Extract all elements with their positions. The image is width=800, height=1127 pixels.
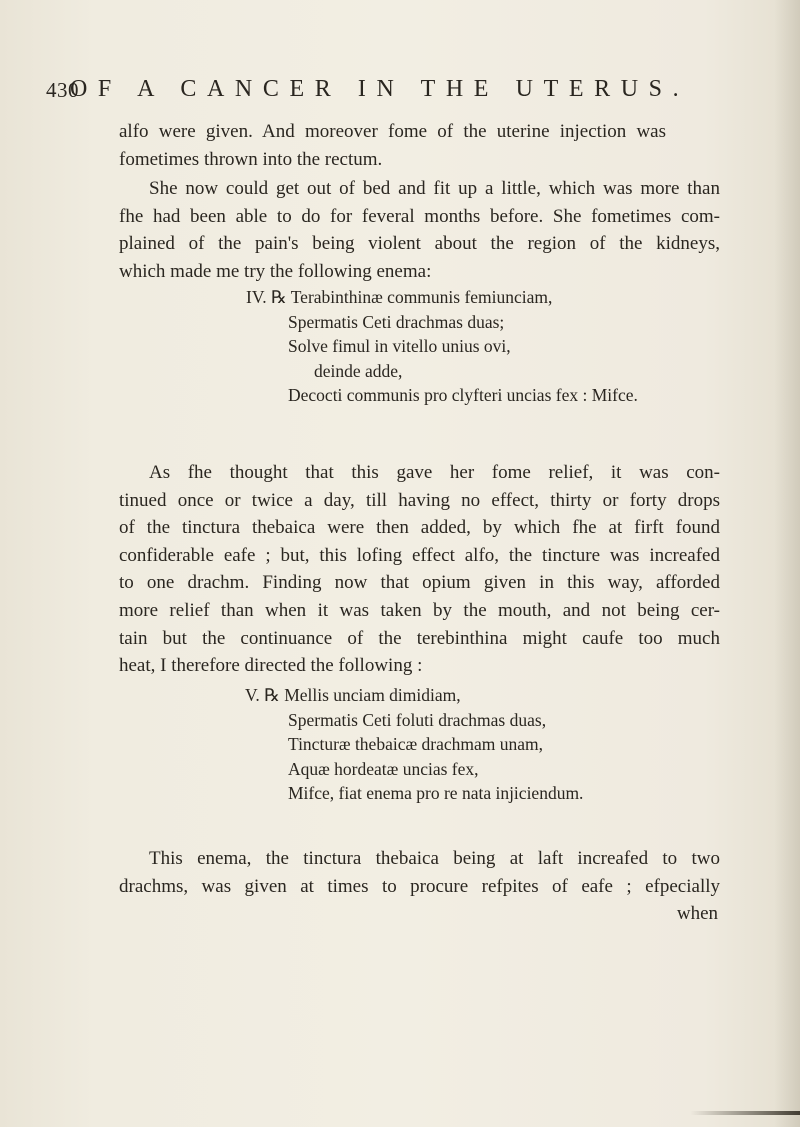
- page-header: [46, 76, 746, 110]
- text-line: drachms, was given at times to procure refpites of eafe ; efpecially: [119, 875, 720, 897]
- recipe-line: Mifce, fiat enema pro re nata injiciendum.: [288, 783, 584, 804]
- text-line: alfo were given. And moreover fome of the uterine injection was: [119, 121, 666, 142]
- text-line: As fhe thought that this gave her fome relief, it was con-: [149, 462, 720, 483]
- recipe-line: Solve fimul in vitello unius ovi,: [288, 336, 511, 357]
- recipe-line: Spermatis Ceti drachmas duas;: [288, 311, 505, 332]
- paragraph-3: [119, 459, 720, 680]
- text-line: This enema, the tinctura thebaica being at laft increafed to two: [149, 848, 720, 869]
- text-line: to one drachm. Finding now that opium given in this way, afforded: [119, 572, 720, 594]
- text-line: She now could get out of bed and fit up a little, which was more than: [149, 178, 720, 199]
- paragraph-1: [119, 118, 666, 173]
- paragraph-2: [119, 175, 720, 285]
- recipe-line: Decocti communis pro clyfteri uncias fex : Mifce.: [288, 385, 638, 406]
- recipe-line: deinde adde,: [314, 360, 403, 381]
- paragraph-4: [119, 845, 720, 928]
- text-line: of the tinctura thebaica were then added, by which fhe at firft found: [119, 517, 720, 539]
- text-line: fhe had been able to do for feveral months before. She fometimes com-: [119, 205, 720, 227]
- catchword: when: [676, 903, 718, 925]
- page-bottom-edge: [690, 1111, 800, 1115]
- recipe-v: [245, 683, 583, 806]
- running-head: OF A CANCER IN THE UTERUS.: [70, 76, 690, 102]
- text-line: heat, I therefore directed the following :: [119, 655, 423, 677]
- text-line: confiderable eafe ; but, this lofing effect alfo, the tincture was increafed: [119, 544, 720, 566]
- text-line: tinued once or twice a day, till having no effect, thirty or forty drops: [119, 489, 720, 511]
- recipe-iv: [246, 285, 638, 408]
- text-line: tain but the continuance of the terebinthina might caufe too much: [119, 627, 720, 649]
- recipe-line: Tincturæ thebaicæ drachmam unam,: [288, 734, 543, 755]
- page-number: 430: [46, 78, 79, 102]
- page-edge-shadow: [774, 0, 800, 1127]
- text-line: plained of the pain's being violent about the region of the kidneys,: [119, 233, 720, 255]
- recipe-line: Spermatis Ceti foluti drachmas duas,: [288, 709, 547, 730]
- recipe-line: V. ℞ Mellis unciam dimidiam,: [245, 685, 461, 705]
- recipe-line: IV. ℞ Terabinthinæ communis femiunciam,: [246, 287, 553, 307]
- text-line: which made me try the following enema:: [119, 260, 432, 282]
- recipe-line: Aquæ hordeatæ uncias fex,: [288, 758, 479, 779]
- text-line: fometimes thrown into the rectum.: [119, 148, 383, 170]
- text-line: more relief than when it was taken by the mouth, and not being cer-: [119, 599, 720, 621]
